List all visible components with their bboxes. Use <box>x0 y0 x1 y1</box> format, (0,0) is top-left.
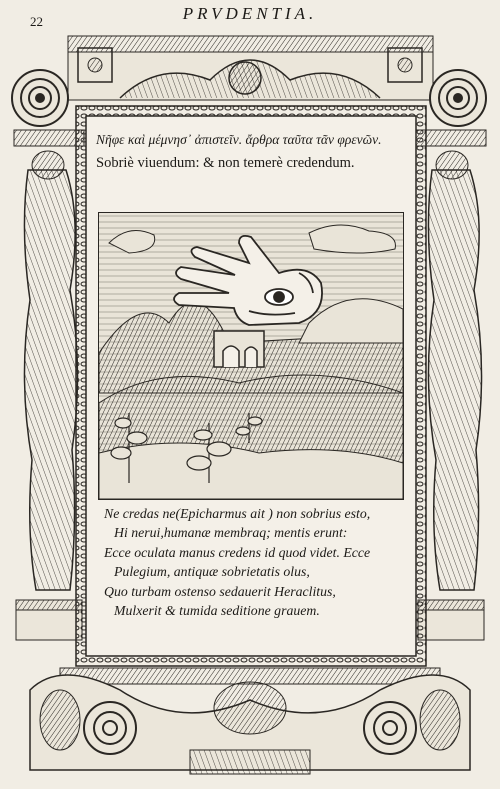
motto <box>96 128 406 175</box>
bearded-mask-icon <box>214 682 286 734</box>
epigram-line: Quo turbam ostenso sedauerit Heraclitus, <box>104 583 336 599</box>
motto-latin: Sobriè viuendum: & non temerè credendum. <box>96 155 355 171</box>
page-number: 22 <box>30 14 43 29</box>
epigram-line: Hi nerui,humanæ membraq; mentis erunt: <box>114 525 348 541</box>
grotesque-mask-icon <box>229 62 261 94</box>
woodcut-illustration <box>98 212 404 500</box>
volute-top-right <box>430 70 486 126</box>
volute-top-left <box>12 70 68 126</box>
ruined-arch-icon <box>214 331 264 367</box>
caryatid-left <box>14 130 84 640</box>
top-cornice <box>68 36 433 100</box>
motto-greek: Νῆφε καὶ μέμνησ᾽ ἀπιστεῖν. ἄρθρα ταῦτα τᾶν φρενῶν. <box>96 132 382 147</box>
running-head: PRVDENTIA. <box>182 4 318 23</box>
epigram-line: Pulegium, antiquæ sobrietatis olus, <box>114 564 310 580</box>
bottom-base <box>30 668 470 774</box>
epigram-line: Mulxerit & tumida seditione grauem. <box>114 603 320 619</box>
epigram <box>104 504 404 620</box>
epigram-line: Ecce oculata manus credens id quod videt. Ecce <box>104 544 371 560</box>
epigram-line: Ne credas ne(Epicharmus ait ) non sobrius esto, <box>104 506 371 521</box>
